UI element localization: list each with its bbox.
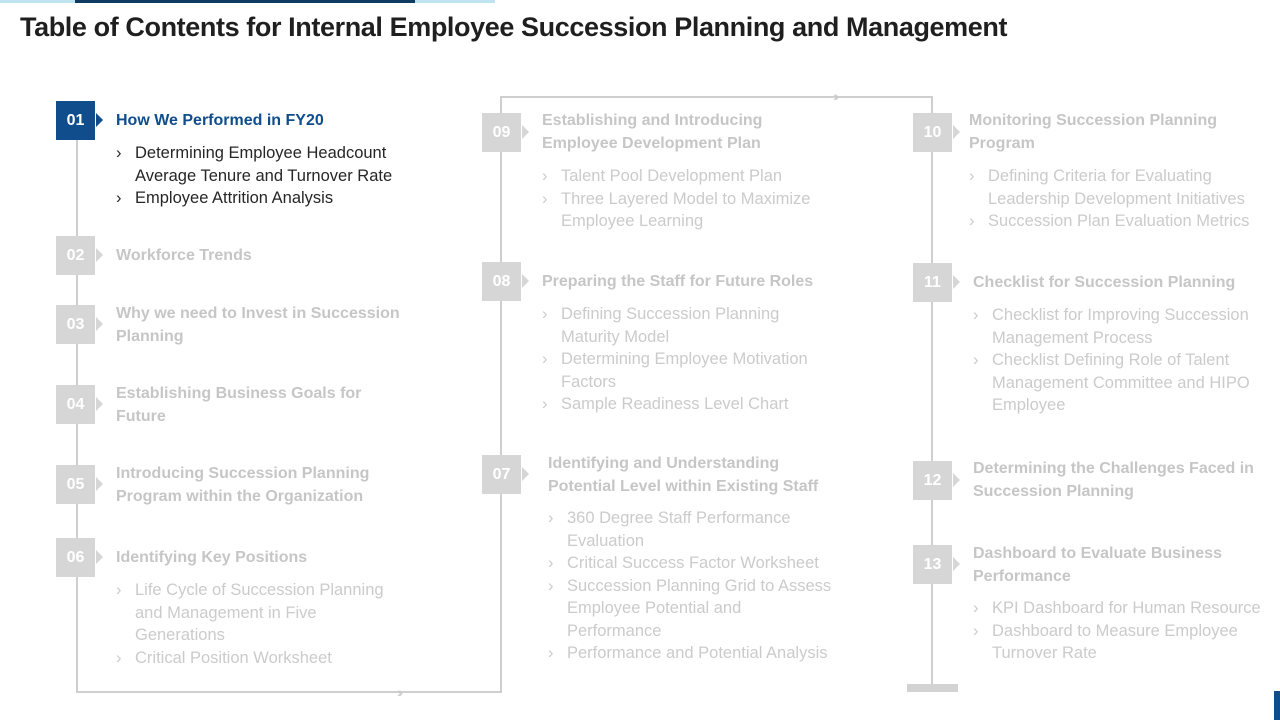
section-heading[interactable]: Identifying and Understanding Potential Level within Existing Staff (548, 455, 819, 495)
section-items (973, 597, 1263, 665)
top-accent-bar-light-2 (415, 0, 495, 3)
section-number-badge: 08 (482, 262, 521, 301)
chevron-right-icon: › (542, 167, 548, 185)
section-number-badge: 04 (56, 385, 95, 424)
section-number-badge: 09 (482, 113, 521, 152)
corner-accent-mark (1274, 691, 1280, 720)
section-number-badge: 06 (56, 538, 95, 577)
list-item[interactable]: Succession Planning Grid to Assess Employee Potential and Performance (567, 576, 832, 640)
chevron-right-icon: › (973, 351, 979, 369)
list-item[interactable]: Sample Readiness Level Chart (561, 395, 789, 413)
list-item[interactable]: Three Layered Model to Maximize Employee Learning (561, 189, 811, 230)
list-item[interactable]: Determining Employee Headcount Average Tenure and Turnover Rate (135, 144, 393, 185)
list-item[interactable]: Determining Employee Motivation Factors (561, 350, 808, 391)
chevron-right-icon: › (969, 212, 975, 230)
list-item[interactable]: Checklist Defining Role of Talent Management Committee and HIPO Employee (992, 351, 1250, 414)
section-heading[interactable]: Dashboard to Evaluate Business Performance (973, 545, 1222, 585)
chevron-right-icon: › (973, 599, 979, 617)
top-accent-bar-light (0, 0, 75, 3)
section-number-badge: 12 (913, 461, 952, 500)
page-title: Table of Contents for Internal Employee Succession Planning and Management (20, 12, 1008, 42)
list-item[interactable]: Performance and Potential Analysis (567, 644, 828, 662)
chevron-right-icon: › (973, 621, 979, 640)
chevron-right-icon: › (973, 306, 979, 324)
section-heading[interactable]: Establishing and Introducing Employee Development Plan (542, 112, 763, 152)
section-items (542, 303, 832, 416)
section-items (116, 142, 406, 210)
double-chevron-right-icon: ›› (397, 684, 401, 700)
list-item[interactable]: Talent Pool Development Plan (561, 167, 783, 185)
chevron-right-icon: › (542, 350, 548, 368)
section-number-badge: 01 (56, 101, 95, 140)
list-item[interactable]: Dashboard to Measure Employee Turnover Rate (992, 621, 1238, 662)
connector-end-base (907, 684, 958, 692)
chevron-right-icon: › (116, 189, 122, 207)
section-number-badge: 10 (913, 113, 952, 152)
section-number-badge: 03 (56, 305, 95, 344)
chevron-right-icon: › (542, 305, 548, 323)
chevron-right-icon: › (548, 509, 554, 527)
section-number-badge: 13 (913, 545, 952, 584)
chevron-right-icon: › (548, 644, 554, 662)
list-item[interactable]: Critical Success Factor Worksheet (567, 554, 819, 572)
section-number-badge: 02 (56, 236, 95, 275)
list-item[interactable]: Defining Succession Planning Maturity Model (561, 305, 780, 346)
section-heading[interactable]: Why we need to Invest in Succession Planning (116, 305, 400, 345)
chevron-right-icon: › (116, 581, 122, 599)
double-chevron-right-icon: ›› (833, 88, 837, 104)
section-heading[interactable]: Determining the Challenges Faced in Succession Planning (973, 460, 1254, 500)
list-item[interactable]: Life Cycle of Succession Planning and Management in Five Generations (135, 581, 384, 644)
chevron-right-icon: › (548, 554, 554, 572)
section-heading[interactable]: Checklist for Succession Planning (973, 274, 1236, 291)
connector-line-bottom (76, 691, 502, 693)
list-item[interactable]: Critical Position Worksheet (135, 648, 332, 667)
section-number-badge: 11 (913, 263, 952, 302)
section-heading[interactable]: Workforce Trends (116, 247, 252, 264)
section-heading[interactable]: Establishing Business Goals for Future (116, 385, 362, 425)
section-number-badge: 07 (482, 455, 521, 494)
chevron-right-icon: › (548, 576, 554, 595)
section-items (542, 165, 832, 233)
list-item[interactable]: Defining Criteria for Evaluating Leadership Development Initiatives (988, 167, 1245, 208)
section-heading[interactable]: Monitoring Succession Planning Program (969, 112, 1218, 152)
section-items (548, 507, 838, 665)
chevron-right-icon: › (116, 648, 122, 667)
section-items (973, 304, 1273, 417)
section-number-badge: 05 (56, 465, 95, 504)
section-heading[interactable]: How We Performed in FY20 (116, 112, 324, 129)
section-heading[interactable]: Preparing the Staff for Future Roles (542, 273, 814, 290)
section-items (116, 579, 396, 669)
connector-line-top (500, 96, 933, 98)
section-items (969, 165, 1269, 233)
section-heading[interactable]: Identifying Key Positions (116, 549, 308, 566)
list-item[interactable]: Checklist for Improving Succession Management Process (992, 306, 1249, 347)
section-heading[interactable]: Introducing Succession Planning Program within the Organization (116, 465, 370, 505)
list-item[interactable]: Succession Plan Evaluation Metrics (988, 212, 1250, 230)
connector-line-col2 (500, 96, 502, 693)
list-item[interactable]: 360 Degree Staff Performance Evaluation (567, 509, 791, 550)
list-item[interactable]: KPI Dashboard for Human Resource (992, 599, 1261, 617)
connector-line-col3 (931, 96, 933, 686)
top-accent-bar-dark (75, 0, 415, 3)
chevron-right-icon: › (969, 167, 975, 185)
chevron-right-icon: › (116, 144, 122, 162)
list-item[interactable]: Employee Attrition Analysis (135, 189, 334, 207)
chevron-right-icon: › (542, 189, 548, 208)
chevron-right-icon: › (542, 395, 548, 413)
